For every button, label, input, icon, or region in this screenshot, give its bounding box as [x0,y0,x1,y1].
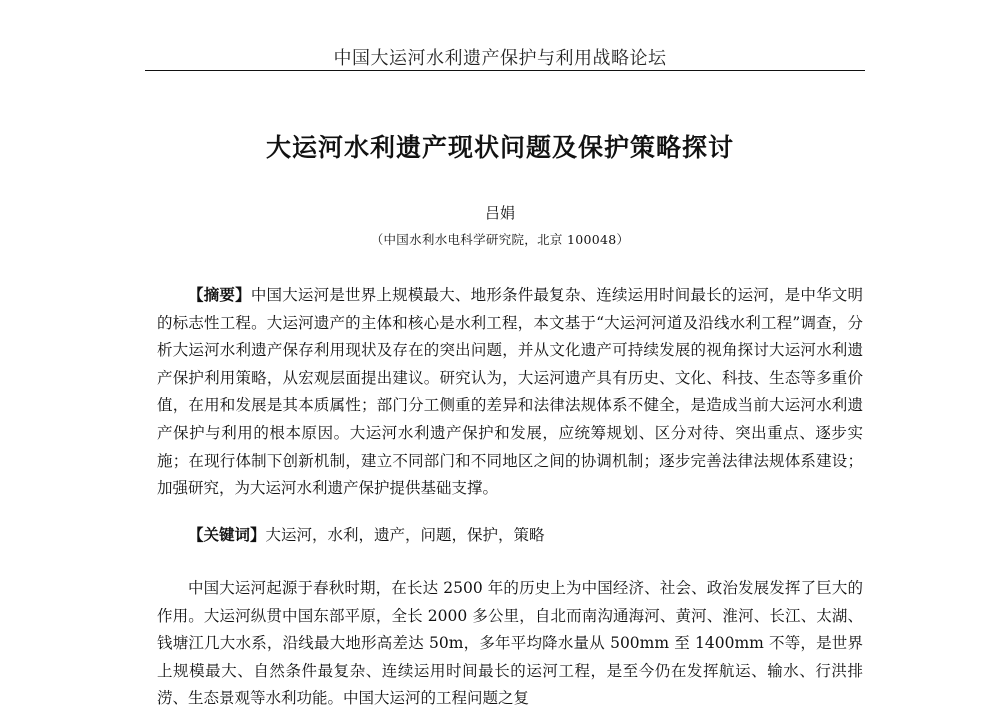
header-divider [145,70,865,71]
abstract-paragraph [157,281,863,503]
abstract-label: 【摘要】 [188,285,251,304]
paper-title: 大运河水利遗产现状问题及保护策略探讨 [265,133,734,162]
abstract-text: 中国大运河是世界上规模最大、地形条件最复杂、连续运用时间最长的运河，是中华文明的标志性工程。大运河遗产的主体和核心是水利工程，本文基于“大运河河道及沿线水利工程”调查，分析大运河水利遗产保存利用现状及存在的突出问题，并从文化遗产可持续发展的视角探讨大运河水利遗产保护利用策略，从宏观层面提出建议。研究认为，大运河遗产具有历史、文化、科技、生态等多重价值，在用和发展是其本质属性；部门分工侧重的差异和法律法规体系不健全，是造成当前大运河水利遗产保护与利用的根本原因。大运河水利遗产保护和发展，应统筹规划、区分对待、突出重点、逐步实施；在现行体制下创新机制，建立不同部门和不同地区之间的协调机制；逐步完善法律法规体系建设；加强研究，为大运河水利遗产保护提供基础支撑。 [157,286,863,498]
keywords-paragraph [157,521,863,550]
keywords-label: 【关键词】 [188,525,266,544]
running-header: 中国大运河水利遗产保护与利用战略论坛 [333,48,667,69]
author-affiliation: （中国水利水电科学研究院，北京 100048） [370,232,630,247]
body-paragraph: 中国大运河起源于春秋时期，在长达 2500 年的历史上为中国经济、社会、政治发展发挥了巨大的作用。大运河纵贯中国东部平原，全长 2000 多公里，自北而南沟通海河、黄河、淮河、长江、太湖、钱塘江几大水系，沿线最大地形高差达 50m，多年平均降水量从 500mm 至 1400mm 不等，是世界上规模最大、自然条件最复杂、连续运用时间最长的运河工程，是至今仍在发挥航运、输水、行洪排涝、生态景观等水利功能。中国大运河的工程问题之复 [157,579,863,708]
keywords-text: 大运河，水利，遗产，问题，保护，策略 [265,526,545,544]
author-name: 吕娟 [484,204,515,222]
